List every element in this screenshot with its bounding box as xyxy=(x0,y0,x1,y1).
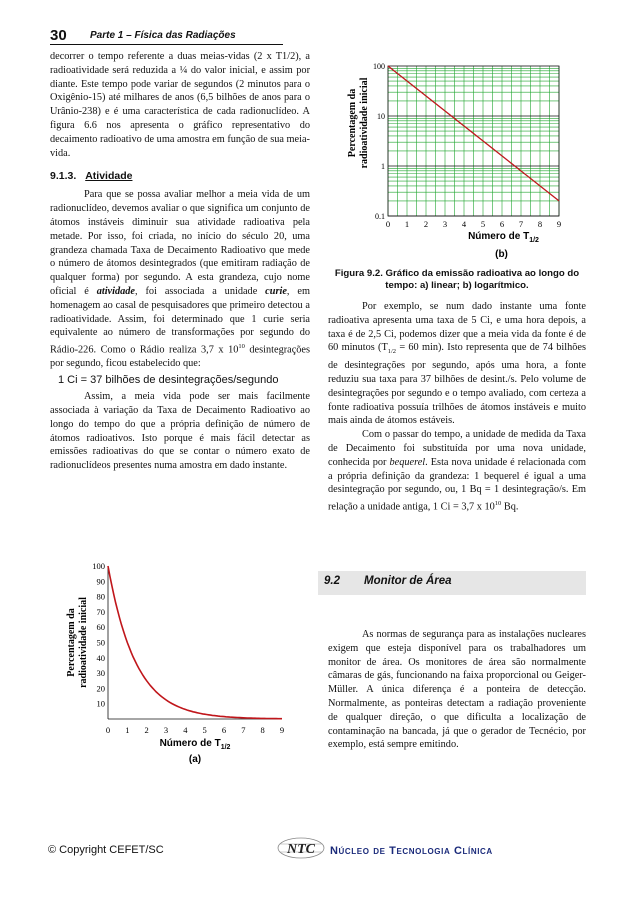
x-tick-label: 7 xyxy=(518,219,524,229)
svg-text:NTC: NTC xyxy=(287,842,315,857)
y-tick-label: 50 xyxy=(96,637,105,648)
x-tick-label: 2 xyxy=(423,219,429,229)
panel-label-a: (a) xyxy=(188,754,202,765)
paragraph-intro: decorrer o tempo referente a duas meias-vidas (2 x T1/2), a radioatividade será reduzida a ¼ do valor inicial, e assim por diante. Este tempo pode variar de segundos (2 minutos para o Oxigênio-15) até milhares de anos (6,5 bilhões de anos para o Urânio-238) e é uma característica de cada radionuclídeo. A figura 6.6 nos apresenta o gráfico representativo do decaimento radioativo de uma amostra em função de sua meia-vida. xyxy=(50,51,310,159)
x-tick-label: 9 xyxy=(279,725,285,735)
y-tick-label: 100 xyxy=(92,561,105,571)
paragraph-monitor: As normas de segurança para as instalações nucleares exigem que esteja disponível para os trabalhadores um monitor de área. Os monitores de área são normalmente câmaras de gás, funcionando na faixa proporcional ou Geiger-Müller. A única diferença é a ponteira de detecção. Normalmente, as ponteiras detectam a radiação proveniente de qualquer direção, o que dificulta a localização de contaminação na bancada, já que o gerador de Tecnécio, por exemplo, está sempre emitindo. xyxy=(328,629,586,751)
right-column xyxy=(328,300,586,514)
x-tick-label: 6 xyxy=(221,725,227,735)
x-tick-label: 3 xyxy=(442,219,448,229)
decay-curve xyxy=(108,566,282,719)
footer-organization: Núcleo de Tecnologia Clínica xyxy=(330,845,493,857)
ntc-logo xyxy=(276,836,326,860)
paragraph-example: Por exemplo, se num dado instante uma fonte radioativa apresenta uma taxa de 5 Ci, e uma hora depois, a taxa é de 2,5 Ci, podemos dizer que a meia vida da fonte é de 60 minutos ($T_{1/2} = 60$ min). Isto representa que de 74 bilhões de desintegrações por segundo, após uma hora, a fonte reduziu sua taxa para 37 bilhões de desint./s. Pelo volume de desintegrações por segundo e o tempo avaliado, com certeza a fonte radioativa possuía trilhões de átomos instáveis e muito mais ainda de átomos estáveis. xyxy=(328,301,586,427)
section-heading-atividade xyxy=(50,170,310,182)
term-atividade: atividade xyxy=(96,285,136,297)
y-tick-label: 100 xyxy=(373,62,385,71)
paragraph-bequerel: Com o passar do tempo, a unidade de medida da Taxa de Decaimento foi substituída por uma nova unidade, conhecida por bequerel. Esta nova unidade é relacionada com a própria definição da grandeza: 1 bequerel é igual a uma desintegração por segundo, ou, 1 Bq = 1 desintegração/s. Em relação a unidade antiga, 1 Ci = 3,7 x $10^{10}$ Bq. xyxy=(328,429,586,513)
x-tick-label: 8 xyxy=(537,219,543,229)
y-tick-label: 0.1 xyxy=(375,212,385,221)
x-tick-label: 0 xyxy=(385,219,391,229)
x-tick-labels xyxy=(106,725,284,735)
formula-curie: 1 Ci = 37 bilhões de desintegrações/segundo xyxy=(58,374,279,387)
x-tick-label: 8 xyxy=(260,725,265,735)
y-axis-title-text: Percentagem daradioatividade inicial xyxy=(347,77,370,169)
y-tick-labels xyxy=(92,561,105,709)
x-tick-label: 6 xyxy=(499,219,505,229)
chart-logarithmic xyxy=(345,58,580,270)
x-axis-title: Número de $T_{1/2}$ xyxy=(159,738,231,751)
left-column xyxy=(50,50,310,473)
term-bequerel: bequerel xyxy=(389,456,426,468)
x-tick-label: 3 xyxy=(163,725,169,735)
section-number: 9.2 xyxy=(324,575,340,587)
section-title: Atividade xyxy=(85,170,133,183)
panel-label-b: (b) xyxy=(495,249,508,260)
y-tick-label: 70 xyxy=(96,606,105,617)
y-tick-label: 1 xyxy=(381,162,385,171)
figure-caption xyxy=(328,268,586,292)
y-tick-label: 40 xyxy=(96,652,105,663)
x-tick-label: 1 xyxy=(125,725,130,735)
x-axis-title: Número de $T_{1/2}$ xyxy=(468,231,539,244)
x-tick-label: 1 xyxy=(404,219,410,229)
y-tick-label: 10 xyxy=(377,112,385,121)
section-number: 9.1.3. xyxy=(50,170,77,183)
section-title: Monitor de Área xyxy=(364,575,452,587)
paragraph-atividade: Para que se possa avaliar melhor a meia vida de um radionuclídeo, devemos avaliar o que significa um conjunto de átomos instáveis diminuir sua atividade radioativa pela metade. Por isso, foi criada, no início do século 20, uma grandeza chamada Taxa de Decaimento Radioativo que mede o número de átomos desintegrados (que emitiram radiação de qualquer forma) por segundo. A esta grandeza, cujo nome oficial é atividade, foi associada a unidade curie, em homenagem ao casal de pesquisadores que primeiro detectou a radioatividade. Assim, foi determinado que 1 curie seria equivalente ao número de transformações por segundo do Rádio-226. Como o Rádio realiza 3,7 x $10^{10}$ desintegrações por segundo, ficou estabelecido que: xyxy=(50,189,311,370)
y-tick-label: 60 xyxy=(96,622,105,633)
y-tick-label: 80 xyxy=(96,591,105,602)
x-tick-label: 5 xyxy=(480,219,486,229)
x-tick-label: 7 xyxy=(241,725,246,735)
y-axis-title-text: Percentagem daradioatividade inicial xyxy=(66,597,89,688)
y-tick-label: 90 xyxy=(96,576,105,587)
grid-lines xyxy=(388,66,559,216)
paragraph-half-life: Assim, a meia vida pode ser mais facilmente associada à variação da Taxa de Decaimento Radioativo ao longo do tempo do que a própria definição de número de átomos radioativos. Isto porque é mais fácil detectar as emissões radioativas do que se contar o número exato de radionuclídeos presentes numa amostra em dado instante. xyxy=(50,391,310,472)
footer-copyright: © Copyright CEFET/SC xyxy=(48,844,164,856)
section-banner-monitor xyxy=(318,571,586,595)
y-tick-label: 10 xyxy=(96,698,105,709)
chart-linear xyxy=(60,556,310,771)
monitor-text xyxy=(328,628,586,752)
part-title: Parte 1 – Física das Radiações xyxy=(90,30,236,41)
x-tick-label: 2 xyxy=(144,725,149,735)
fig-caption-text: Figura 9.2. Gráfico da emissão radioativa ao longo do tempo: a) linear; b) logarítmico. xyxy=(334,268,580,291)
y-tick-label: 20 xyxy=(96,683,105,694)
x-tick-label: 0 xyxy=(105,725,111,735)
page-number: 30 xyxy=(50,27,67,44)
term-curie: curie xyxy=(265,285,287,297)
y-tick-label: 30 xyxy=(96,668,105,679)
x-tick-label: 5 xyxy=(202,725,207,735)
header-rule xyxy=(50,44,283,45)
y-axis-title xyxy=(347,77,370,168)
y-axis-title xyxy=(66,597,89,688)
y-tick-labels xyxy=(373,62,385,221)
x-tick-label: 9 xyxy=(556,219,562,229)
x-tick-label: 4 xyxy=(461,219,467,229)
x-tick-label: 4 xyxy=(183,725,188,735)
x-tick-labels xyxy=(386,219,561,229)
